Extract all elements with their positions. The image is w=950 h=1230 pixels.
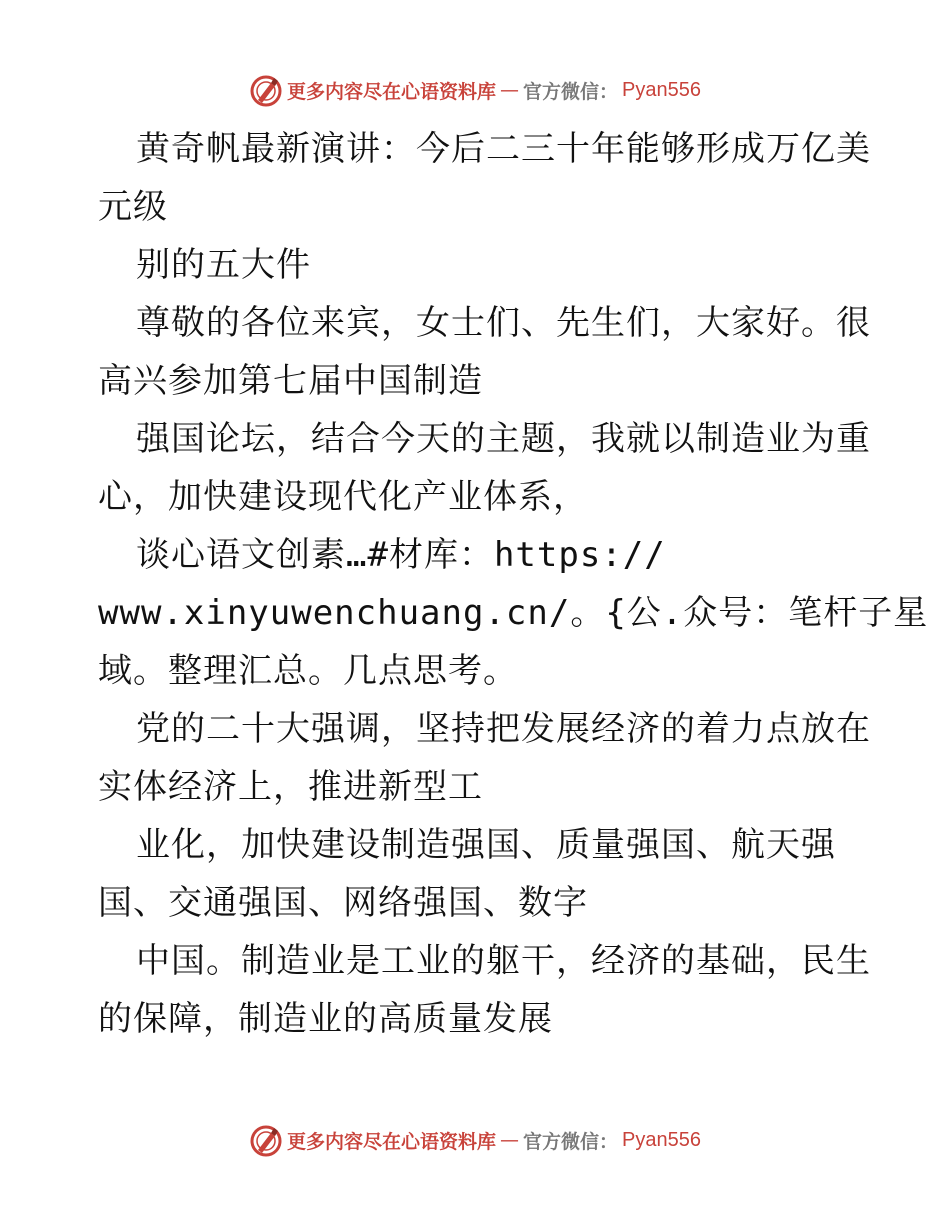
text-line: 中国。制造业是工业的躯干，经济的基础，民生 <box>136 941 871 981</box>
watermark-wechat-label: 官方微信： <box>523 80 619 103</box>
pen-logo-icon <box>249 1123 283 1157</box>
document-body <box>98 120 929 1048</box>
watermark-separator: — <box>500 1129 520 1151</box>
text-line: www.xinyuwenchuang.cn/。{公.众号：笔杆子星 <box>98 593 929 633</box>
pen-logo-icon <box>249 73 283 107</box>
watermark-wechat-label: 官方微信： <box>523 1130 619 1153</box>
text-line: 谈心语文创素…#材库：https:// <box>136 535 666 575</box>
watermark-wechat-id: Pyan556 <box>622 1128 701 1151</box>
watermark-separator: — <box>500 79 520 101</box>
footer-watermark-banner <box>0 1120 950 1160</box>
watermark-main-text: 更多内容尽在心语资料库 <box>287 1130 497 1153</box>
text-line: 业化，加快建设制造强国、质量强国、航天强 <box>136 825 836 865</box>
text-line: 高兴参加第七届中国制造 <box>98 361 483 401</box>
text-line: 心，加快建设现代化产业体系， <box>98 477 588 517</box>
text-line: 元级 <box>98 187 168 227</box>
header-watermark-banner <box>0 70 950 110</box>
watermark-main-text: 更多内容尽在心语资料库 <box>287 80 497 103</box>
text-line: 域。整理汇总。几点思考。 <box>98 651 518 691</box>
text-line: 党的二十大强调，坚持把发展经济的着力点放在 <box>136 709 871 749</box>
text-line: 国、交通强国、网络强国、数字 <box>98 883 588 923</box>
text-line: 别的五大件 <box>136 245 311 285</box>
text-line: 的保障，制造业的高质量发展 <box>98 999 553 1039</box>
text-line: 实体经济上，推进新型工 <box>98 767 483 807</box>
watermark-wechat-id: Pyan556 <box>622 78 701 101</box>
text-line: 尊敬的各位来宾，女士们、先生们，大家好。很 <box>136 303 871 343</box>
text-line: 黄奇帆最新演讲：今后二三十年能够形成万亿美 <box>136 129 871 169</box>
text-line: 强国论坛，结合今天的主题，我就以制造业为重 <box>136 419 871 459</box>
